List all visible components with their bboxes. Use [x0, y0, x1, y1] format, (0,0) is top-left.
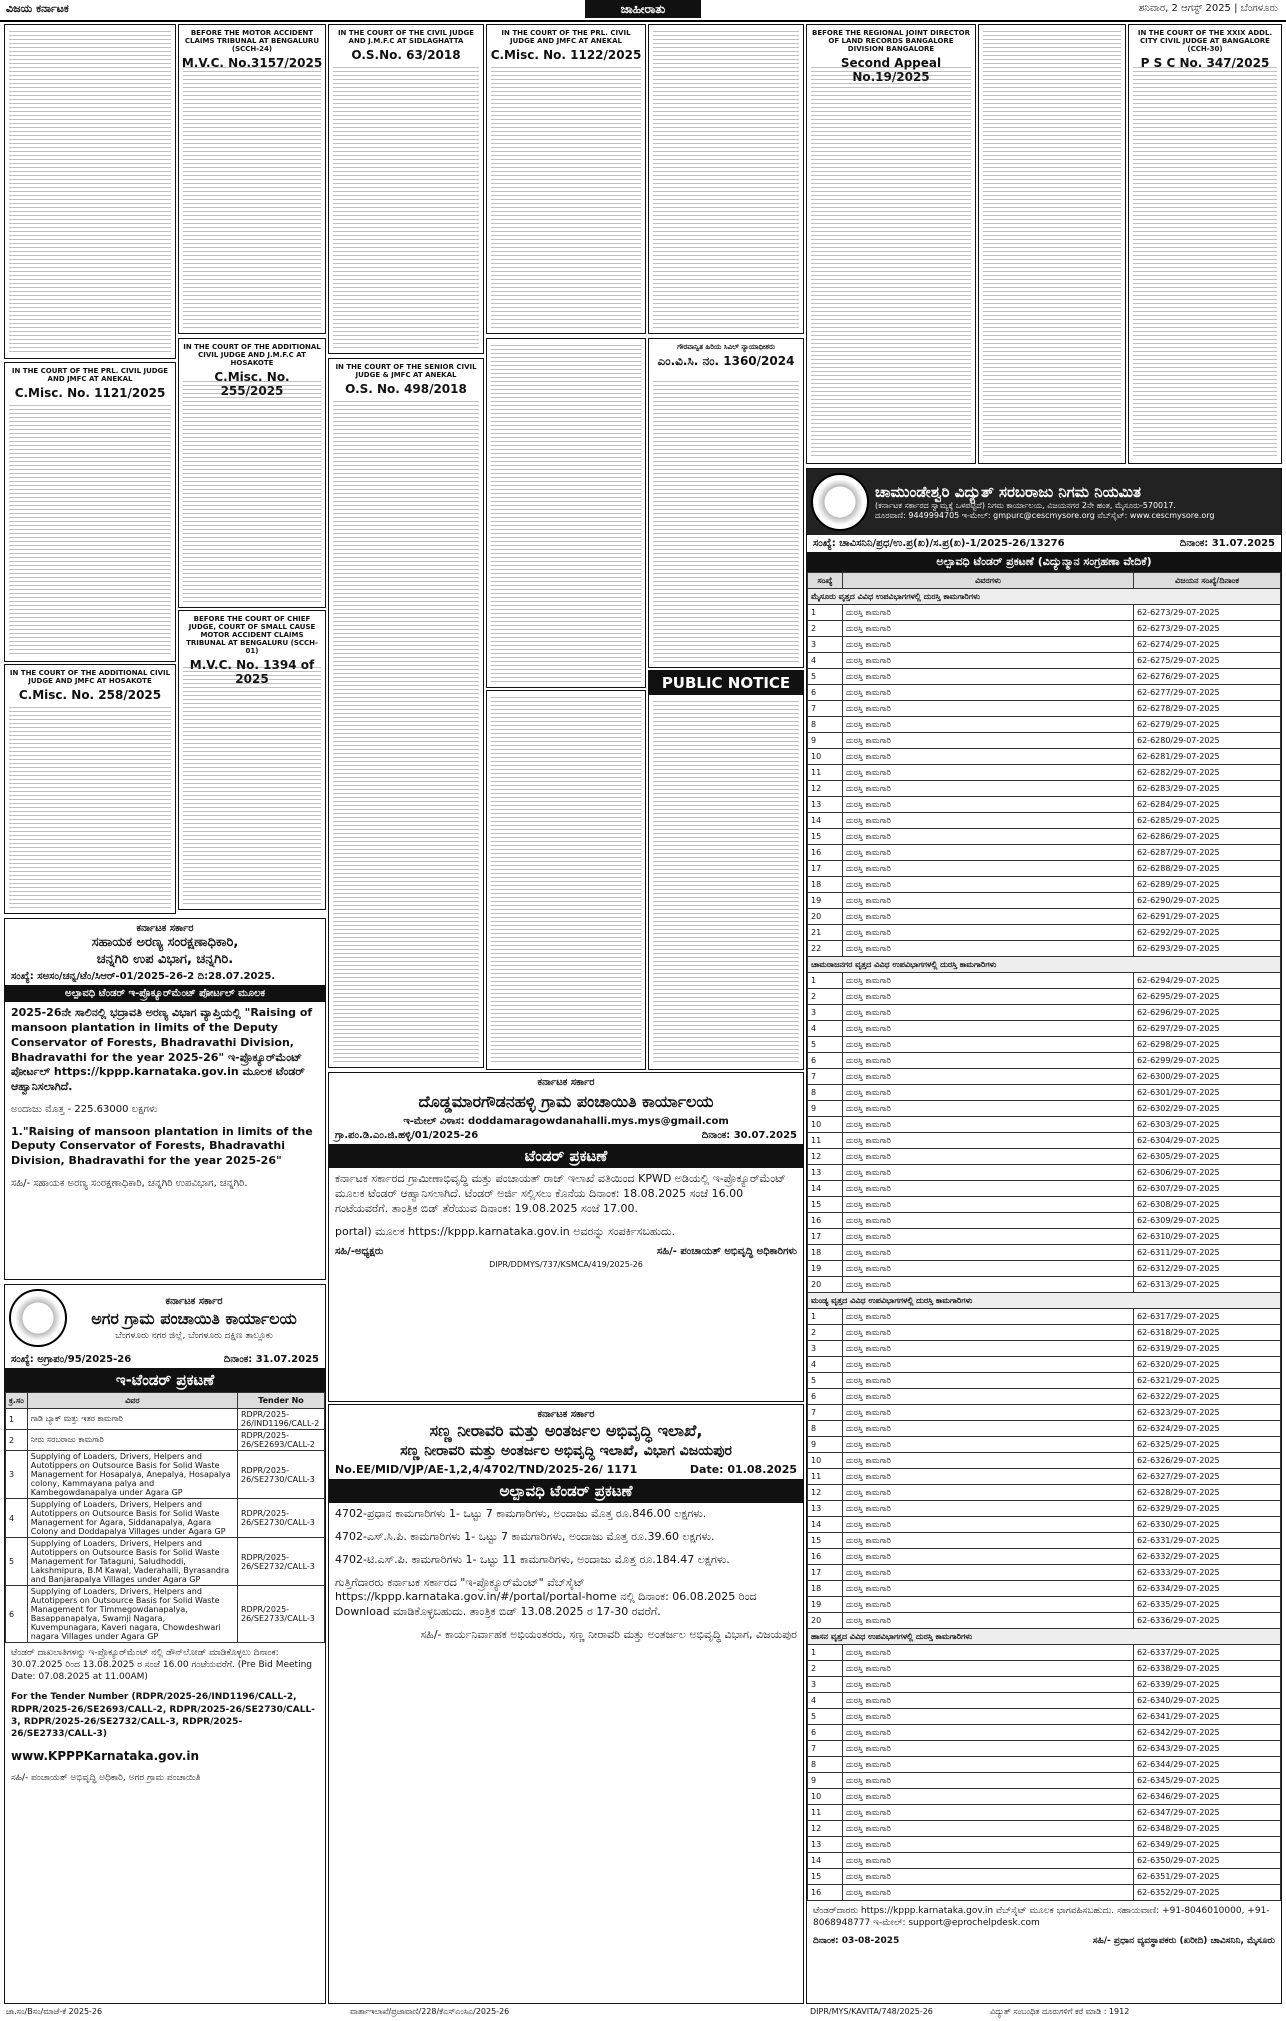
table-row: 10 ದುರಸ್ತಿ ಕಾಮಗಾರಿ 62-6303/29-07-2025: [808, 1117, 1281, 1133]
table-row: 2 ನೀರು ಸರಬರಾಜು ಕಾಮಗಾರಿ RDPR/2025-26/SE2693/CALL-2: [6, 1430, 325, 1451]
section-row: ಚಾಮರಾಜನಗರ ವೃತ್ತದ ವಿವಿಧ ಉಪವಿಭಾಗಗಳಲ್ಲಿ ದುರಸ್ತಿ ಕಾಮಗಾರಿಗಳು: [808, 957, 1281, 973]
date-city: ಶನಿವಾರ, 2 ಆಗಸ್ಟ್ 2025 | ಬೆಂಗಳೂರು: [1138, 3, 1278, 14]
table-row: 11 ದುರಸ್ತಿ ಕಾಮಗಾರಿ 62-6282/29-07-2025: [808, 765, 1281, 781]
masthead: [0, 0, 1286, 22]
table-row: 12 ದುರಸ್ತಿ ಕಾಮಗಾರಿ 62-6283/29-07-2025: [808, 781, 1281, 797]
notice-os-498-2018: IN THE COURT OF THE SENIOR CIVIL JUDGE & JMFC AT ANEKAL O.S. No. 498/2018: [328, 358, 484, 1068]
table-row: 12 ದುರಸ್ತಿ ಕಾಮಗಾರಿ 62-6328/29-07-2025: [808, 1485, 1281, 1501]
table-row: 1 ದುರಸ್ತಿ ಕಾಮಗಾರಿ 62-6294/29-07-2025: [808, 973, 1281, 989]
table-row: 17 ದುರಸ್ತಿ ಕಾಮಗಾರಿ 62-6288/29-07-2025: [808, 861, 1281, 877]
notice-kannada-lower: [486, 690, 646, 1070]
table-row: 3 ದುರಸ್ತಿ ಕಾಮಗಾರಿ 62-6339/29-07-2025: [808, 1677, 1281, 1693]
table-row: 1 ಗಾಡಿ ಬ್ಯಾಕ್ ಮತ್ತು ಇತರ ಕಾಮಗಾರಿ RDPR/2025-26/IND1196/CALL-2: [6, 1409, 325, 1430]
table-row: 3 ದುರಸ್ತಿ ಕಾಮಗಾರಿ 62-6274/29-07-2025: [808, 637, 1281, 653]
minor-irrigation-tender: ಕರ್ನಾಟಕ ಸರ್ಕಾರ ಸಣ್ಣ ನೀರಾವರಿ ಮತ್ತು ಅಂತರ್ಜಲ ಅಭಿವೃದ್ಧಿ ಇಲಾಖೆ, ಸಣ್ಣ ನೀರಾವರಿ ಮತ್ತು ಅಂತರ್ಜಲ ಅಭಿವೃದ್ಧಿ ಇಲಾಖೆ, ವಿಭಾಗ ವಿಜಯಪುರ No.EE/MID/VJP/AE-1,2,4/4702/TND/2025-26/ 1171 Date: 01.08.2025 ಅಲ್ಪಾವಧಿ ಟೆಂಡರ್ ಪ್ರಕಟಣೆ 4702-ಪ್ರಧಾನ ಕಾಮಗಾರಿಗಳು 1- ಒಟ್ಟು 7 ಕಾಮಗಾರಿಗಳು, ಅಂದಾಜು ಮೊತ್ತ ರೂ.846.00 ಲಕ್ಷಗಳು. 4702-ಎಸ್.ಸಿ.ಪಿ. ಕಾಮಗಾರಿಗಳು 1- ಒಟ್ಟು 7 ಕಾಮಗಾರಿಗಳು, ಅಂದಾಜು ಮೊತ್ತ ರೂ.39.60 ಲಕ್ಷಗಳು. 4702-ಟಿ.ಎಸ್.ಪಿ. ಕಾಮಗಾರಿಗಳು 1- ಒಟ್ಟು 11 ಕಾಮಗಾರಿಗಳು, ಅಂದಾಜು ಮೊತ್ತ ರೂ.184.47 ಲಕ್ಷಗಳು. ಗುತ್ತಿಗೆದಾರರು ಕರ್ನಾಟಕ ಸರ್ಕಾರದ "ಇ-ಪ್ರೊಕ್ಯೂರ್‌ಮೆಂಟ್" ವೆಬ್‌ಸೈಟ್ https://kppp.karnataka.gov.in/#/portal/portal-home ನಲ್ಲಿ ದಿನಾಂಕ: 06.08.2025 ರಿಂದ Download ಮಾಡಿಕೊಳ್ಳಬಹುದು. ತಾಂತ್ರಿಕ ಬಿಡ್ 13.08.2025 ರ 17-30 ರವರೆಗೆ. ಸಹಿ/- ಕಾರ್ಯನಿರ್ವಾಹಕ ಅಭಿಯಂತರರು, ಸಣ್ಣ ನೀರಾವರಿ ಮತ್ತು ಅಂತರ್ಜಲ ಅಭಿವೃದ್ಧಿ ವಿಭಾಗ, ವಿಜಯಪುರ: [328, 1404, 804, 2004]
table-row: 10 ದುರಸ್ತಿ ಕಾಮಗಾರಿ 62-6346/29-07-2025: [808, 1789, 1281, 1805]
table-row: 4 ದುರಸ್ತಿ ಕಾಮಗಾರಿ 62-6340/29-07-2025: [808, 1693, 1281, 1709]
table-row: 2 ದುರಸ್ತಿ ಕಾಮಗಾರಿ 62-6338/29-07-2025: [808, 1661, 1281, 1677]
table-row: 17 ದುರಸ್ತಿ ಕಾಮಗಾರಿ 62-6333/29-07-2025: [808, 1565, 1281, 1581]
table-row: 6 ದುರಸ್ತಿ ಕಾಮಗಾರಿ 62-6342/29-07-2025: [808, 1725, 1281, 1741]
notice-kannada-mid: [486, 338, 646, 688]
table-row: 1 ದುರಸ್ತಿ ಕಾಮಗಾರಿ 62-6337/29-07-2025: [808, 1645, 1281, 1661]
table-row: 6 ದುರಸ್ತಿ ಕಾಮಗಾರಿ 62-6299/29-07-2025: [808, 1053, 1281, 1069]
table-row: 7 ದುರಸ್ತಿ ಕಾಮಗಾರಿ 62-6278/29-07-2025: [808, 701, 1281, 717]
table-row: 13 ದುರಸ್ತಿ ಕಾಮಗಾರಿ 62-6284/29-07-2025: [808, 797, 1281, 813]
table-row: 15 ದುರಸ್ತಿ ಕಾಮಗಾರಿ 62-6331/29-07-2025: [808, 1533, 1281, 1549]
table-row: 18 ದುರಸ್ತಿ ಕಾಮಗಾರಿ 62-6334/29-07-2025: [808, 1581, 1281, 1597]
table-row: 18 ದುರಸ್ತಿ ಕಾಮಗಾರಿ 62-6289/29-07-2025: [808, 877, 1281, 893]
table-row: 14 ದುರಸ್ತಿ ಕಾಮಗಾರಿ 62-6350/29-07-2025: [808, 1853, 1281, 1869]
section-title: ಜಾಹೀರಾತು: [585, 0, 701, 18]
table-row: 13 ದುರಸ್ತಿ ಕಾಮಗಾರಿ 62-6349/29-07-2025: [808, 1837, 1281, 1853]
table-row: 9 ದುರಸ್ತಿ ಕಾಮಗಾರಿ 62-6325/29-07-2025: [808, 1437, 1281, 1453]
table-row: 17 ದುರಸ್ತಿ ಕಾಮಗಾರಿ 62-6310/29-07-2025: [808, 1229, 1281, 1245]
notice-cmisc-258: IN THE COURT OF THE ADDITIONAL CIVIL JUDGE AND JMFC AT HOSAKOTE C.Misc. No. 258/2025: [4, 664, 176, 914]
forest-tender: ಕರ್ನಾಟಕ ಸರ್ಕಾರ ಸಹಾಯಕ ಅರಣ್ಯ ಸಂರಕ್ಷಣಾಧಿಕಾರಿ, ಚನ್ನಗಿರಿ ಉಪ ವಿಭಾಗ, ಚನ್ನಗಿರಿ. ಸಂಖ್ಯೆ: ಸಅಸಂ/ಚನ್ನ/ಟೆಂ/ಸಿಆರ್-01/2025-26-2 ದಿ:28.07.2025. ಅಲ್ಪಾವಧಿ ಟೆಂಡರ್ ಇ-ಪ್ರೊಕ್ಯೂರ್‌ಮೆಂಟ್ ಪೋರ್ಟಲ್ ಮೂಲಕ 2025-26ನೇ ಸಾಲಿನಲ್ಲಿ ಭದ್ರಾವತಿ ಅರಣ್ಯ ವಿಭಾಗ ವ್ಯಾಪ್ತಿಯಲ್ಲಿ "Raising of mansoon plantation in limits of the Deputy Conservator of Forests, Bhadravathi Division, Bhadravathi for the year 2025-26" ಇ-ಪ್ರೊಕ್ಯೂರ್‌ಮೆಂಟ್ ಪೋರ್ಟಲ್ https://kppp.karnataka.gov.in ಮೂಲಕ ಟೆಂಡರ್ ಆಹ್ವಾನಿಸಲಾಗಿದೆ. ಅಂದಾಜು ಮೊತ್ತ - 225.63000 ಲಕ್ಷಗಳು 1."Raising of mansoon plantation in limits of the Deputy Conservator of Forests, Bhadravathi Division, Bhadravathi for the year 2025-26" ಸಹಿ/- ಸಹಾಯಕ ಅರಣ್ಯ ಸಂರಕ್ಷಣಾಧಿಕಾರಿ, ಚನ್ನಗಿರಿ ಉಪವಿಭಾಗ, ಚನ್ನಗಿರಿ.: [4, 918, 326, 1280]
dodda-gp-tender: ಕರ್ನಾಟಕ ಸರ್ಕಾರ ದೊಡ್ಡಮಾರಗೌಡನಹಳ್ಳಿ ಗ್ರಾಮ ಪಂಚಾಯಿತಿ ಕಾರ್ಯಾಲಯ ಇ-ಮೇಲ್ ವಿಳಾಸ: doddamaragowdanahalli.mys.mys@gmail.com ಗ್ರಾ.ಪಂ.ಡಿ.ಎಂ.ಜಿ.ಹಳ್ಳಿ/01/2025-26 ದಿನಾಂಕ: 30.07.2025 ಟೆಂಡರ್ ಪ್ರಕಟಣೆ ಕರ್ನಾಟಕ ಸರ್ಕಾರದ ಗ್ರಾಮೀಣಾಭಿವೃದ್ಧಿ ಮತ್ತು ಪಂಚಾಯತ್ ರಾಜ್ ಇಲಾಖೆ ವತಿಯಿಂದ KPWD ಅಡಿಯಲ್ಲಿ ಇ-ಪ್ರೊಕ್ಯೂರ್‌ಮೆಂಟ್ ಮೂಲಕ ಟೆಂಡರ್ ಆಹ್ವಾನಿಸಲಾಗಿದೆ. ಟೆಂಡರ್ ಅರ್ಜಿ ಸಲ್ಲಿಸಲು ಕೊನೆಯ ದಿನಾಂಕ: 18.08.2025 ಸಂಜೆ 16.00 ಗಂಟೆಯವರೆಗೆ. ತಾಂತ್ರಿಕ ಬಿಡ್ ತೆರೆಯುವ ದಿನಾಂಕ: 19.08.2025 ಸಂಜೆ 17.00. portal) ಮೂಲಕ https://kppp.karnataka.gov.in ಅವರನ್ನು ಸಂಪರ್ಕಿಸಬಹುದು. ಸಹಿ/-ಅಧ್ಯಕ್ಷರು ಸಹಿ/- ಪಂಚಾಯತ್ ಅಭಿವೃದ್ಧಿ ಅಧಿಕಾರಿಗಳು DIPR/DDMYS/737/KSMCA/419/2025-26: [328, 1072, 804, 1402]
cesc-tender-table: ಸಂಖ್ಯೆ ವಿವರಗಳು ವಿಜಯನ ಸಂಖ್ಯೆ/ದಿನಾಂಕ ಮೈಸೂರು ವೃತ್ತದ ವಿವಿಧ ಉಪವಿಭಾಗಗಳಲ್ಲಿ ದುರಸ್ತಿ ಕಾಮಗಾರಿಗಳು 1 ದುರಸ್ತಿ ಕಾಮಗಾರಿ 62-6273/29-07-2025 2 ದುರಸ್ತಿ ಕಾಮಗಾರಿ 62-6273/29-07-2025 3 ದುರಸ್ತಿ ಕಾಮಗಾರಿ 62-6274/29-07-2025 4 ದುರಸ್ತಿ ಕಾಮಗಾರಿ 62-6275/29-07-2025 5 ದುರಸ್ತಿ ಕಾಮಗಾರಿ 62-6276/29-07-2025 6 ದುರಸ್ತಿ ಕಾಮಗಾರಿ 62-6277/29-07-2025 7 ದುರಸ್ತಿ ಕಾಮಗಾರಿ 62-6278/29-07-2025 8 ದುರಸ್ತಿ ಕಾಮಗಾರಿ 62-6279/29-07-2025 9 ದುರಸ್ತಿ ಕಾಮಗಾರಿ 62-6280/29-07-2025 10 ದುರಸ್ತಿ ಕಾಮಗಾರಿ 62-6281/29-07-2025 11 ದುರಸ್ತಿ ಕಾಮಗಾರಿ 62-6282/29-07-2025 12 ದುರಸ್ತಿ ಕಾಮಗಾರಿ 62-6283/29-07-2025 13 ದುರಸ್ತಿ ಕಾಮಗಾರಿ 62-6284/29-07-2025 14 ದುರಸ್ತಿ ಕಾಮಗಾರಿ 62-6285/29-07-2025 15 ದುರಸ್ತಿ ಕಾಮಗಾರಿ 62-6286/29-07-2025 16 ದುರಸ್ತಿ ಕಾಮಗಾರಿ 62-6287/29-07-2025 17 ದುರಸ್ತಿ ಕಾಮಗಾರಿ 62-6288/29-07-2025 18 ದುರಸ್ತಿ ಕಾಮಗಾರಿ 62-6289/29-07-2025 19 ದುರಸ್ತಿ ಕಾಮಗಾರಿ 62-6290/29-07-2025 20 ದುರಸ್ತಿ ಕಾಮಗಾರಿ 62-6291/29-07-2025 21 ದುರಸ್ತಿ ಕಾಮಗಾರಿ 62-6292/29-07-2025 22 ದುರಸ್ತಿ ಕಾಮಗಾರಿ 62-6293/29-07-2025 ಚಾಮರಾಜನಗರ ವೃತ್ತದ ವಿವಿಧ ಉಪವಿಭಾಗಗಳಲ್ಲಿ ದುರಸ್ತಿ ಕಾಮಗಾರಿಗಳು 1 ದುರಸ್ತಿ ಕಾಮಗಾರಿ 62-6294/29-07-2025 2 ದುರಸ್ತಿ ಕಾಮಗಾರಿ 62-6295/29-07-2025 3 ದುರಸ್ತಿ ಕಾಮಗಾರಿ 62-6296/29-07-2025 4 ದುರಸ್ತಿ ಕಾಮಗಾರಿ 62-6297/29-07-2025 5 ದುರಸ್ತಿ ಕಾಮಗಾರಿ 62-6298/29-07-2025 6 ದುರಸ್ತಿ ಕಾಮಗಾರಿ 62-6299/29-07-2025 7 ದುರಸ್ತಿ ಕಾಮಗಾರಿ 62-6300/29-07-2025 8 ದುರಸ್ತಿ ಕಾಮಗಾರಿ 62-6301/29-07-2025 9 ದುರಸ್ತಿ ಕಾಮಗಾರಿ 62-6302/29-07-2025 10 ದುರಸ್ತಿ ಕಾಮಗಾರಿ 62-6303/29-07-2025 11 ದುರಸ್ತಿ ಕಾಮಗಾರಿ 62-6304/29-07-2025 12 ದುರಸ್ತಿ ಕಾಮಗಾರಿ 62-6305/29-07-2025 13 ದುರಸ್ತಿ ಕಾಮಗಾರಿ 62-6306/29-07-2025 14 ದುರಸ್ತಿ ಕಾಮಗಾರಿ 62-6307/29-07-2025 15 ದುರಸ್ತಿ ಕಾಮಗಾರಿ 62-6308/29-07-2025 16 ದುರಸ್ತಿ ಕಾಮಗಾರಿ 62-6309/29-07-2025 17 ದುರಸ್ತಿ ಕಾಮಗಾರಿ 62-6310/29-07-2025 18 ದುರಸ್ತಿ ಕಾಮಗಾರಿ 62-6311/29-07-2025 19 ದುರಸ್ತಿ ಕಾಮಗಾರಿ 62-6312/29-07-2025 20 ದುರಸ್ತಿ ಕಾಮಗಾರಿ 62-6313/29-07-2025 ಮಂಡ್ಯ ವೃತ್ತದ ವಿವಿಧ ಉಪವಿಭಾಗಗಳಲ್ಲಿ ದುರಸ್ತಿ ಕಾಮಗಾರಿಗಳು 1 ದುರಸ್ತಿ ಕಾಮಗಾರಿ 62-6317/29-07-2025 2 ದುರಸ್ತಿ ಕಾಮಗಾರಿ 62-6318/29-07-2025 3 ದುರಸ್ತಿ ಕಾಮಗಾರಿ 62-6319/29-07-2025 4 ದುರಸ್ತಿ ಕಾಮಗಾರಿ 62-6320/29-07-2025 5 ದುರಸ್ತಿ ಕಾಮಗಾರಿ 62-6321/29-07-2025 6 ದುರಸ್ತಿ ಕಾಮಗಾರಿ 62-6322/29-07-2025 7 ದುರಸ್ತಿ ಕಾಮಗಾರಿ 62-6323/29-07-2025 8 ದುರಸ್ತಿ ಕಾಮಗಾರಿ 62-6324/29-07-2025 9 ದುರಸ್ತಿ ಕಾಮಗಾರಿ 62-6325/29-07-2025 10 ದುರಸ್ತಿ ಕಾಮಗಾರಿ 62-6326/29-07-2025 11 ದುರಸ್ತಿ ಕಾಮಗಾರಿ 62-6327/29-07-2025 12 ದುರಸ್ತಿ ಕಾಮಗಾರಿ 62-6328/29-07-2025 13 ದುರಸ್ತಿ ಕಾಮಗಾರಿ 62-6329/29-07-2025 14 ದುರಸ್ತಿ ಕಾಮಗಾರಿ 62-6330/29-07-2025 15 ದುರಸ್ತಿ ಕಾಮಗಾರಿ 62-6331/29-07-2025 16 ದುರಸ್ತಿ ಕಾಮಗಾರಿ 62-6332/29-07-2025 17 ದುರಸ್ತಿ ಕಾಮಗಾರಿ 62-6333/29-07-2025 18 ದುರಸ್ತಿ ಕಾಮಗಾರಿ 62-6334/29-07-2025 19 ದುರಸ್ತಿ ಕಾಮಗಾರಿ 62-6335/29-07-2025 20 ದುರಸ್ತಿ ಕಾಮಗಾರಿ 62-6336/29-07-2025 ಹಾಸನ ವೃತ್ತದ ವಿವಿಧ ಉಪವಿಭಾಗಗಳಲ್ಲಿ ದುರಸ್ತಿ ಕಾಮಗಾರಿಗಳು 1 ದುರಸ್ತಿ ಕಾಮಗಾರಿ 62-6337/29-07-2025 2 ದುರಸ್ತಿ ಕಾಮಗಾರಿ 62-6338/29-07-2025 3 ದುರಸ್ತಿ ಕಾಮಗಾರಿ 62-6339/29-07-2025 4 ದುರಸ್ತಿ ಕಾಮಗಾರಿ 62-6340/29-07-2025 5 ದುರಸ್ತಿ ಕಾಮಗಾರಿ 62-6341/29-07-2025 6 ದುರಸ್ತಿ ಕಾಮಗಾರಿ 62-6342/29-07-2025 7 ದುರಸ್ತಿ ಕಾಮಗಾರಿ 62-6343/29-07-2025 8 ದುರಸ್ತಿ ಕಾಮಗಾರಿ 62-6344/29-07-2025 9 ದುರಸ್ತಿ ಕಾಮಗಾರಿ 62-6345/29-07-2025 10 ದುರಸ್ತಿ ಕಾಮಗಾರಿ 62-6346/29-07-2025 11 ದುರಸ್ತಿ ಕಾಮಗಾರಿ 62-6347/29-07-2025 12 ದುರಸ್ತಿ ಕಾಮಗಾರಿ 62-6348/29-07-2025 13 ದುರಸ್ತಿ ಕಾಮಗಾರಿ 62-6349/29-07-2025 14 ದುರಸ್ತಿ ಕಾಮಗಾರಿ 62-6350/29-07-2025 15 ದುರಸ್ತಿ ಕಾಮಗಾರಿ 62-6351/29-07-2025 16 ದುರಸ್ತಿ ಕಾಮಗಾರಿ 62-6352/29-07-2025: [807, 572, 1281, 1901]
agara-site-link[interactable]: www.KPPPKarnataka.gov.in: [11, 1748, 200, 1763]
notice-cmisc-255: IN THE COURT OF THE ADDITIONAL CIVIL JUDGE AND J.M.F.C AT HOSAKOTE C.Misc. No. 255/2025: [178, 338, 326, 608]
table-row: 12 ದುರಸ್ತಿ ಕಾಮಗಾರಿ 62-6348/29-07-2025: [808, 1821, 1281, 1837]
table-row: 20 ದುರಸ್ತಿ ಕಾಮಗಾರಿ 62-6313/29-07-2025: [808, 1277, 1281, 1293]
notice-mvc-1394: BEFORE THE COURT OF CHIEF JUDGE, COURT OF SMALL CAUSE MOTOR ACCIDENT CLAIMS TRIBUNAL AT BENGALURU (SCCH-01) M.V.C. No. 1394 of 2025: [178, 610, 326, 910]
notice-mvc-3157: BEFORE THE MOTOR ACCIDENT CLAIMS TRIBUNAL AT BENGALURU (SCCH-24) M.V.C. No.3157/2025: [178, 24, 326, 334]
table-row: 1 ದುರಸ್ತಿ ಕಾಮಗಾರಿ 62-6273/29-07-2025: [808, 605, 1281, 621]
table-row: 7 ದುರಸ್ತಿ ಕಾಮಗಾರಿ 62-6300/29-07-2025: [808, 1069, 1281, 1085]
table-row: 10 ದುರಸ್ತಿ ಕಾಮಗಾರಿ 62-6326/29-07-2025: [808, 1453, 1281, 1469]
table-row: 8 ದುರಸ್ತಿ ಕಾಮಗಾರಿ 62-6301/29-07-2025: [808, 1085, 1281, 1101]
agara-gp-tender: ಕರ್ನಾಟಕ ಸರ್ಕಾರ ಅಗರ ಗ್ರಾಮ ಪಂಚಾಯಿತಿ ಕಾರ್ಯಾಲಯ ಬೆಂಗಳೂರು ನಗರ ಜಿಲ್ಲೆ, ಬೆಂಗಳೂರು ದಕ್ಷಿಣ ತಾಲ್ಲೂಕು ಸಂಖ್ಯೆ: ಅಗ್ರಾಪಂ/95/2025-26 ದಿನಾಂಕ: 31.07.2025 ಇ-ಟೆಂಡರ್ ಪ್ರಕಟಣೆ ಕ್ರ.ಸಂ ವಿವರ Tender No 1 ಗಾಡಿ ಬ್ಯಾಕ್ ಮತ್ತು ಇತರ ಕಾಮಗಾರಿ RDPR/2025-26/IND1196/CALL-2 2 ನೀರು ಸರಬರಾಜು ಕಾಮಗಾರಿ RDPR/2025-26/SE2693/CALL-2 3 Supplying of Loaders, Drivers, Helpers and Autotippers on Outsource Basis for Solid Waste Management for Hosapalya, Anepalya, Hosapalya colony, Kammayana palya and Kambegowdanapalya under Agara GP RDPR/2025-26/SE2730/CALL-3 4 Supplying of Loaders, Drivers, Helpers and Autotippers on Outsource Basis for Solid Waste Management for Agara, Siddanapalya, Agara Colony and Doddapalya Villages under Agara GP RDPR/2025-26/SE2730/CALL-3 5 Supplying of Loaders, Drivers, Helpers and Autotippers on Outsource Basis for Solid Waste Management for Tataguni, Saludhoddi, Lakshmipura, B.M Kawal, Vaderahalli, Byrasandra and Banjarapalya Villages under Agara GP RDPR/2025-26/SE2732/CALL-3 6 Supplying of Loaders, Drivers, Helpers and Autotippers on Outsource Basis for Solid Waste Management for Timmegowdanapalya, Basappanapalya, Swamji Nagara, Kuvempunagara, Kaveri nagara, Chowdeshwari nagara Villages under Agara GP RDPR/2025-26/SE2733/CALL-3 ಟೆಂಡರ್ ದಾಖಲಾತಿಗಳನ್ನು ಇ-ಪ್ರೊಕ್ಯೂರ್‌ಮೆಂಟ್ ನಲ್ಲಿ ಡೌನ್‌ಲೋಡ್ ಮಾಡಿಕೊಳ್ಳಲು ದಿನಾಂಕ: 30.07.2025 ರಿಂದ 13.08.2025 ರ ಸಂಜೆ 16.00 ಗಂಟೆಯವರೆಗೆ. (Pre Bid Meeting Date: 07.08.2025 at 11.00AM) For the Tender Number (RDPR/2025-26/IND1196/CALL-2, RDPR/2025-26/SE2693/CALL-2, RDPR/2025-26/SE2730/CALL-3, RDPR/2025-26/SE2732/CALL-3, RDPR/2025-26/SE2733/CALL-3) www.KPPPKarnataka.gov.in ಸಹಿ/- ಪಂಚಾಯತ್ ಅಭಿವೃದ್ಧಿ ಅಧಿಕಾರಿ, ಅಗರ ಗ್ರಾಮ ಪಂಚಾಯಿತಿ: [4, 1284, 326, 2004]
table-row: 5 ದುರಸ್ತಿ ಕಾಮಗಾರಿ 62-6298/29-07-2025: [808, 1037, 1281, 1053]
table-row: 5 Supplying of Loaders, Drivers, Helpers and Autotippers on Outsource Basis for Solid Waste Management for Tataguni, Saludhoddi, Lakshmipura, B.M Kawal, Vaderahalli, Byrasandra and Banjarapalya Villages under Agara GP RDPR/2025-26/SE2732/CALL-3: [6, 1538, 325, 1586]
emblem-icon: [9, 1289, 67, 1347]
table-row: 11 ದುರಸ್ತಿ ಕಾಮಗಾರಿ 62-6304/29-07-2025: [808, 1133, 1281, 1149]
notice-second-appeal-19: BEFORE THE REGIONAL JOINT DIRECTOR OF LAND RECORDS BANGALORE DIVISION BANGALORE Second Appeal No.19/2025: [806, 24, 976, 464]
cesc-tender: ಚಾಮುಂಡೇಶ್ವರಿ ವಿದ್ಯುತ್ ಸರಬರಾಜು ನಿಗಮ ನಿಯಮಿತ (ಕರ್ನಾಟಕ ಸರ್ಕಾರದ ಸ್ವಾಮ್ಯಕ್ಕೆ ಒಳಪಟ್ಟಿದೆ) ನಿಗಮ ಕಾರ್ಯಾಲಯ, ವಿಜಯನಗರ 2ನೇ ಹಂತ, ಮೈಸೂರು-570017. ದೂರವಾಣಿ: 9449994705 ಇ-ಮೇಲ್: gmpurc@cescmysore.org ವೆಬ್‌ಸೈಟ್: www.cescmysore.org ಸಂಖ್ಯೆ: ಚಾವಿಸನಿನಿ/ಪ್ರಧ/ಉ.ಪ್ರ(ಖ)/ಸ.ಪ್ರ(ಖ)-1/2025-26/13276 ದಿನಾಂಕ: 31.07.2025 ಅಲ್ಪಾವಧಿ ಟೆಂಡರ್ ಪ್ರಕಟಣೆ (ವಿದ್ಯುನ್ಮಾನ ಸಂಗ್ರಹಣಾ ವೇದಿಕೆ) ಸಂಖ್ಯೆ ವಿವರಗಳು ವಿಜಯನ ಸಂಖ್ಯೆ/ದಿನಾಂಕ ಮೈಸೂರು ವೃತ್ತದ ವಿವಿಧ ಉಪವಿಭಾಗಗಳಲ್ಲಿ ದುರಸ್ತಿ ಕಾಮಗಾರಿಗಳು 1 ದುರಸ್ತಿ ಕಾಮಗಾರಿ 62-6273/29-07-2025 2 ದುರಸ್ತಿ ಕಾಮಗಾರಿ 62-6273/29-07-2025 3 ದುರಸ್ತಿ ಕಾಮಗಾರಿ 62-6274/29-07-2025 4 ದುರಸ್ತಿ ಕಾಮಗಾರಿ 62-6275/29-07-2025 5 ದುರಸ್ತಿ ಕಾಮಗಾರಿ 62-6276/29-07-2025 6 ದುರಸ್ತಿ ಕಾಮಗಾರಿ 62-6277/29-07-2025 7 ದುರಸ್ತಿ ಕಾಮಗಾರಿ 62-6278/29-07-2025 8 ದುರಸ್ತಿ ಕಾಮಗಾರಿ 62-6279/29-07-2025 9 ದುರಸ್ತಿ ಕಾಮಗಾರಿ 62-6280/29-07-2025 10 ದುರಸ್ತಿ ಕಾಮಗಾರಿ 62-6281/29-07-2025 11 ದುರಸ್ತಿ ಕಾಮಗಾರಿ 62-6282/29-07-2025 12 ದುರಸ್ತಿ ಕಾಮಗಾರಿ 62-6283/29-07-2025 13 ದುರಸ್ತಿ ಕಾಮಗಾರಿ 62-6284/29-07-2025 14 ದುರಸ್ತಿ ಕಾಮಗಾರಿ 62-6285/29-07-2025 15 ದುರಸ್ತಿ ಕಾಮಗಾರಿ 62-6286/29-07-2025 16 ದುರಸ್ತಿ ಕಾಮಗಾರಿ 62-6287/29-07-2025 17 ದುರಸ್ತಿ ಕಾಮಗಾರಿ 62-6288/29-07-2025 18 ದುರಸ್ತಿ ಕಾಮಗಾರಿ 62-6289/29-07-2025 19 ದುರಸ್ತಿ ಕಾಮಗಾರಿ 62-6290/29-07-2025 20 ದುರಸ್ತಿ ಕಾಮಗಾರಿ 62-6291/29-07-2025 21 ದುರಸ್ತಿ ಕಾಮಗಾರಿ 62-6292/29-07-2025 22 ದುರಸ್ತಿ ಕಾಮಗಾರಿ 62-6293/29-07-2025 ಚಾಮರಾಜನಗರ ವೃತ್ತದ ವಿವಿಧ ಉಪವಿಭಾಗಗಳಲ್ಲಿ ದುರಸ್ತಿ ಕಾಮಗಾರಿಗಳು 1 ದುರಸ್ತಿ ಕಾಮಗಾರಿ 62-6294/29-07-2025 2 ದುರಸ್ತಿ ಕಾಮಗಾರಿ 62-6295/29-07-2025 3 ದುರಸ್ತಿ ಕಾಮಗಾರಿ 62-6296/29-07-2025 4 ದುರಸ್ತಿ ಕಾಮಗಾರಿ 62-6297/29-07-2025 5 ದುರಸ್ತಿ ಕಾಮಗಾರಿ 62-6298/29-07-2025 6 ದುರಸ್ತಿ ಕಾಮಗಾರಿ 62-6299/29-07-2025 7 ದುರಸ್ತಿ ಕಾಮಗಾರಿ 62-6300/29-07-2025 8 ದುರಸ್ತಿ ಕಾಮಗಾರಿ 62-6301/29-07-2025 9 ದುರಸ್ತಿ ಕಾಮಗಾರಿ 62-6302/29-07-2025 10 ದುರಸ್ತಿ ಕಾಮಗಾರಿ 62-6303/29-07-2025 11 ದುರಸ್ತಿ ಕಾಮಗಾರಿ 62-6304/29-07-2025 12 ದುರಸ್ತಿ ಕಾಮಗಾರಿ 62-6305/29-07-2025 13 ದುರಸ್ತಿ ಕಾಮಗಾರಿ 62-6306/29-07-2025 14 ದುರಸ್ತಿ ಕಾಮಗಾರಿ 62-6307/29-07-2025 15 ದುರಸ್ತಿ ಕಾಮಗಾರಿ 62-6308/29-07-2025 16 ದುರಸ್ತಿ ಕಾಮಗಾರಿ 62-6309/29-07-2025 17 ದುರಸ್ತಿ ಕಾಮಗಾರಿ 62-6310/29-07-2025 18 ದುರಸ್ತಿ ಕಾಮಗಾರಿ 62-6311/29-07-2025 19 ದುರಸ್ತಿ ಕಾಮಗಾರಿ 62-6312/29-07-2025 20 ದುರಸ್ತಿ ಕಾಮಗಾರಿ 62-6313/29-07-2025 ಮಂಡ್ಯ ವೃತ್ತದ ವಿವಿಧ ಉಪವಿಭಾಗಗಳಲ್ಲಿ ದುರಸ್ತಿ ಕಾಮಗಾರಿಗಳು 1 ದುರಸ್ತಿ ಕಾಮಗಾರಿ 62-6317/29-07-2025 2 ದುರಸ್ತಿ ಕಾಮಗಾರಿ 62-6318/29-07-2025 3 ದುರಸ್ತಿ ಕಾಮಗಾರಿ 62-6319/29-07-2025 4 ದುರಸ್ತಿ ಕಾಮಗಾರಿ 62-6320/29-07-2025 5 ದುರಸ್ತಿ ಕಾಮಗಾರಿ 62-6321/29-07-2025 6 ದುರಸ್ತಿ ಕಾಮಗಾರಿ 62-6322/29-07-2025 7 ದುರಸ್ತಿ ಕಾಮಗಾರಿ 62-6323/29-07-2025 8 ದುರಸ್ತಿ ಕಾಮಗಾರಿ 62-6324/29-07-2025 9 ದುರಸ್ತಿ ಕಾಮಗಾರಿ 62-6325/29-07-2025 10 ದುರಸ್ತಿ ಕಾಮಗಾರಿ 62-6326/29-07-2025 11 ದುರಸ್ತಿ ಕಾಮಗಾರಿ 62-6327/29-07-2025 12 ದುರಸ್ತಿ ಕಾಮಗಾರಿ 62-6328/29-07-2025 13 ದುರಸ್ತಿ ಕಾಮಗಾರಿ 62-6329/29-07-2025 14 ದುರಸ್ತಿ ಕಾಮಗಾರಿ 62-6330/29-07-2025 15 ದುರಸ್ತಿ ಕಾಮಗಾರಿ 62-6331/29-07-2025 16 ದುರಸ್ತಿ ಕಾಮಗಾರಿ 62-6332/29-07-2025 17 ದುರಸ್ತಿ ಕಾಮಗಾರಿ 62-6333/29-07-2025 18 ದುರಸ್ತಿ ಕಾಮಗಾರಿ 62-6334/29-07-2025 19 ದುರಸ್ತಿ ಕಾಮಗಾರಿ 62-6335/29-07-2025 20 ದುರಸ್ತಿ ಕಾಮಗಾರಿ 62-6336/29-07-2025 ಹಾಸನ ವೃತ್ತದ ವಿವಿಧ ಉಪವಿಭಾಗಗಳಲ್ಲಿ ದುರಸ್ತಿ ಕಾಮಗಾರಿಗಳು 1 ದುರಸ್ತಿ ಕಾಮಗಾರಿ 62-6337/29-07-2025 2 ದುರಸ್ತಿ ಕಾಮಗಾರಿ 62-6338/29-07-2025 3 ದುರಸ್ತಿ ಕಾಮಗಾರಿ 62-6339/29-07-2025 4 ದುರಸ್ತಿ ಕಾಮಗಾರಿ 62-6340/29-07-2025 5 ದುರಸ್ತಿ ಕಾಮಗಾರಿ 62-6341/29-07-2025 6 ದುರಸ್ತಿ ಕಾಮಗಾರಿ 62-6342/29-07-2025 7 ದುರಸ್ತಿ ಕಾಮಗಾರಿ 62-6343/29-07-2025 8 ದುರಸ್ತಿ ಕಾಮಗಾರಿ 62-6344/29-07-2025 9 ದುರಸ್ತಿ ಕಾಮಗಾರಿ 62-6345/29-07-2025 10 ದುರಸ್ತಿ ಕಾಮಗಾರಿ 62-6346/29-07-2025 11 ದುರಸ್ತಿ ಕಾಮಗಾರಿ 62-6347/29-07-2025 12 ದುರಸ್ತಿ ಕಾಮಗಾರಿ 62-6348/29-07-2025 13 ದುರಸ್ತಿ ಕಾಮಗಾರಿ 62-6349/29-07-2025 14 ದುರಸ್ತಿ ಕಾಮಗಾರಿ 62-6350/29-07-2025 15 ದುರಸ್ತಿ ಕಾಮಗಾರಿ 62-6351/29-07-2025 16 ದುರಸ್ತಿ ಕಾಮಗಾರಿ 62-6352/29-07-2025 ಟೆಂಡರ್‌ದಾರರು https://kppp.karnataka.gov.in ವೆಬ್‌ಸೈಟ್ ಮೂಲಕ ಭಾಗವಹಿಸಬಹುದು. ಸಹಾಯವಾಣಿ: +91-8046010000, +91-8068948777 ಇ-ಮೇಲ್: support@eprochelpdesk.com ದಿನಾಂಕ: 03-08-2025 ಸಹಿ/- ಪ್ರಧಾನ ವ್ಯವಸ್ಥಾಪಕರು (ಖರೀದಿ) ಚಾವಿಸನಿನಿ, ಮೈಸೂರು: [806, 468, 1282, 2004]
table-row: 14 ದುರಸ್ತಿ ಕಾಮಗಾರಿ 62-6285/29-07-2025: [808, 813, 1281, 829]
agara-tender-table: ಕ್ರ.ಸಂ ವಿವರ Tender No 1 ಗಾಡಿ ಬ್ಯಾಕ್ ಮತ್ತು ಇತರ ಕಾಮಗಾರಿ RDPR/2025-26/IND1196/CALL-2 2 ನೀರು ಸರಬರಾಜು ಕಾಮಗಾರಿ RDPR/2025-26/SE2693/CALL-2 3 Supplying of Loaders, Drivers, Helpers and Autotippers on Outsource Basis for Solid Waste Management for Hosapalya, Anepalya, Hosapalya colony, Kammayana palya and Kambegowdanapalya under Agara GP RDPR/2025-26/SE2730/CALL-3 4 Supplying of Loaders, Drivers, Helpers and Autotippers on Outsource Basis for Solid Waste Management for Agara, Siddanapalya, Agara Colony and Doddapalya Villages under Agara GP RDPR/2025-26/SE2730/CALL-3 5 Supplying of Loaders, Drivers, Helpers and Autotippers on Outsource Basis for Solid Waste Management for Tataguni, Saludhoddi, Lakshmipura, B.M Kawal, Vaderahalli, Byrasandra and Banjarapalya Villages under Agara GP RDPR/2025-26/SE2732/CALL-3 6 Supplying of Loaders, Drivers, Helpers and Autotippers on Outsource Basis for Solid Waste Management for Timmegowdanapalya, Basappanapalya, Swamji Nagara, Kuvempunagara, Kaveri nagara, Chowdeshwari nagara Villages under Agara GP RDPR/2025-26/SE2733/CALL-3: [5, 1392, 325, 1643]
notice-os-63-2018: IN THE COURT OF THE CIVIL JUDGE AND J.M.F.C AT SIDLAGHATTA O.S.No. 63/2018: [328, 24, 484, 354]
table-row: 6 ದುರಸ್ತಿ ಕಾಮಗಾರಿ 62-6277/29-07-2025: [808, 685, 1281, 701]
notice-kannada-top-left: [4, 24, 176, 359]
table-row: 4 ದುರಸ್ತಿ ಕಾಮಗಾರಿ 62-6297/29-07-2025: [808, 1021, 1281, 1037]
table-row: 8 ದುರಸ್ತಿ ಕಾಮಗಾರಿ 62-6344/29-07-2025: [808, 1757, 1281, 1773]
notice-kannada-right: [978, 24, 1126, 464]
table-row: 2 ದುರಸ್ತಿ ಕಾಮಗಾರಿ 62-6295/29-07-2025: [808, 989, 1281, 1005]
table-row: 11 ದುರಸ್ತಿ ಕಾಮಗಾರಿ 62-6347/29-07-2025: [808, 1805, 1281, 1821]
table-row: 20 ದುರಸ್ತಿ ಕಾಮಗಾರಿ 62-6291/29-07-2025: [808, 909, 1281, 925]
table-row: 16 ದುರಸ್ತಿ ಕಾಮಗಾರಿ 62-6309/29-07-2025: [808, 1213, 1281, 1229]
table-row: 9 ದುರಸ್ತಿ ಕಾಮಗಾರಿ 62-6280/29-07-2025: [808, 733, 1281, 749]
paper-name: ವಿಜಯ ಕರ್ನಾಟಕ: [6, 2, 69, 15]
table-row: 11 ದುರಸ್ತಿ ಕಾಮಗಾರಿ 62-6327/29-07-2025: [808, 1469, 1281, 1485]
notice-kannada-center: [648, 24, 804, 334]
table-row: 4 ದುರಸ್ತಿ ಕಾಮಗಾರಿ 62-6320/29-07-2025: [808, 1357, 1281, 1373]
table-row: 19 ದುರಸ್ತಿ ಕಾಮಗಾರಿ 62-6290/29-07-2025: [808, 893, 1281, 909]
table-row: 9 ದುರಸ್ತಿ ಕಾಮಗಾರಿ 62-6302/29-07-2025: [808, 1101, 1281, 1117]
table-row: 3 ದುರಸ್ತಿ ಕಾಮಗಾರಿ 62-6296/29-07-2025: [808, 1005, 1281, 1021]
table-row: 19 ದುರಸ್ತಿ ಕಾಮಗಾರಿ 62-6312/29-07-2025: [808, 1261, 1281, 1277]
table-row: 18 ದುರಸ್ತಿ ಕಾಮಗಾರಿ 62-6311/29-07-2025: [808, 1245, 1281, 1261]
table-row: 9 ದುರಸ್ತಿ ಕಾಮಗಾರಿ 62-6345/29-07-2025: [808, 1773, 1281, 1789]
table-row: 16 ದುರಸ್ತಿ ಕಾಮಗಾರಿ 62-6332/29-07-2025: [808, 1549, 1281, 1565]
table-row: 20 ದುರಸ್ತಿ ಕಾಮಗಾರಿ 62-6336/29-07-2025: [808, 1613, 1281, 1629]
table-row: 14 ದುರಸ್ತಿ ಕಾಮಗಾರಿ 62-6330/29-07-2025: [808, 1517, 1281, 1533]
table-row: 5 ದುರಸ್ತಿ ಕಾಮಗಾರಿ 62-6321/29-07-2025: [808, 1373, 1281, 1389]
table-row: 13 ದುರಸ್ತಿ ಕಾಮಗಾರಿ 62-6329/29-07-2025: [808, 1501, 1281, 1517]
table-row: 15 ದುರಸ್ತಿ ಕಾಮಗಾರಿ 62-6286/29-07-2025: [808, 829, 1281, 845]
table-row: 16 ದುರಸ್ತಿ ಕಾಮಗಾರಿ 62-6287/29-07-2025: [808, 845, 1281, 861]
table-row: 1 ದುರಸ್ತಿ ಕಾಮಗಾರಿ 62-6317/29-07-2025: [808, 1309, 1281, 1325]
table-row: 8 ದುರಸ್ತಿ ಕಾಮಗಾರಿ 62-6324/29-07-2025: [808, 1421, 1281, 1437]
table-row: 5 ದುರಸ್ತಿ ಕಾಮಗಾರಿ 62-6276/29-07-2025: [808, 669, 1281, 685]
table-row: 5 ದುರಸ್ತಿ ಕಾಮಗಾರಿ 62-6341/29-07-2025: [808, 1709, 1281, 1725]
table-row: 19 ದುರಸ್ತಿ ಕಾಮಗಾರಿ 62-6335/29-07-2025: [808, 1597, 1281, 1613]
notice-cmisc-1121: IN THE COURT OF THE PRL. CIVIL JUDGE AND JMFC AT ANEKAL C.Misc. No. 1121/2025: [4, 362, 176, 662]
table-row: 15 ದುರಸ್ತಿ ಕಾಮಗಾರಿ 62-6308/29-07-2025: [808, 1197, 1281, 1213]
table-row: 21 ದುರಸ್ತಿ ಕಾಮಗಾರಿ 62-6292/29-07-2025: [808, 925, 1281, 941]
section-row: ಹಾಸನ ವೃತ್ತದ ವಿವಿಧ ಉಪವಿಭಾಗಗಳಲ್ಲಿ ದುರಸ್ತಿ ಕಾಮಗಾರಿಗಳು: [808, 1629, 1281, 1645]
table-row: 3 Supplying of Loaders, Drivers, Helpers and Autotippers on Outsource Basis for Solid Waste Management for Hosapalya, Anepalya, Hosapalya colony, Kammayana palya and Kambegowdanapalya under Agara GP RDPR/2025-26/SE2730/CALL-3: [6, 1451, 325, 1499]
table-row: 12 ದುರಸ್ತಿ ಕಾಮಗಾರಿ 62-6305/29-07-2025: [808, 1149, 1281, 1165]
table-row: 7 ದುರಸ್ತಿ ಕಾಮಗಾರಿ 62-6323/29-07-2025: [808, 1405, 1281, 1421]
notice-psc-347: IN THE COURT OF THE XXIX ADDL. CITY CIVIL JUDGE AT BANGALORE (CCH-30) P S C No. 347/2025: [1128, 24, 1282, 464]
table-row: 13 ದುರಸ್ತಿ ಕಾಮಗಾರಿ 62-6306/29-07-2025: [808, 1165, 1281, 1181]
table-row: 6 ದುರಸ್ತಿ ಕಾಮಗಾರಿ 62-6322/29-07-2025: [808, 1389, 1281, 1405]
notice-mvc-1360: ಗೌರವಾನ್ವಿತ ಹಿರಿಯ ಸಿವಿಲ್ ನ್ಯಾಯಾಧೀಶರು ಎಂ.ವಿ.ಸಿ. ನಂ. 1360/2024: [648, 338, 804, 668]
cesc-logo-icon: [811, 473, 869, 531]
page-footer: ಜಾ.ಸಂ/Bಸಂ/ಮಾಜೆ-ಕೆ 2025-26 ವಾರ್ತಾಇಲಾಖೆ/ಪ್ರಜಾವಾಣಿ/228/ಕೆಎಸ್‌ಎಂಸಿಎ/2025-26 DIPR/MYS/KAVITA/748/2025-26 ವಿದ್ಯುತ್ ಸಂಬಂಧಿತ ದೂರುಗಳಿಗೆ ಕರೆ ಮಾಡಿ : 1912: [6, 2007, 1130, 2016]
table-row: 15 ದುರಸ್ತಿ ಕಾಮಗಾರಿ 62-6351/29-07-2025: [808, 1869, 1281, 1885]
table-row: 14 ದುರಸ್ತಿ ಕಾಮಗಾರಿ 62-6307/29-07-2025: [808, 1181, 1281, 1197]
table-row: 3 ದುರಸ್ತಿ ಕಾಮಗಾರಿ 62-6319/29-07-2025: [808, 1341, 1281, 1357]
table-row: 10 ದುರಸ್ತಿ ಕಾಮಗಾರಿ 62-6281/29-07-2025: [808, 749, 1281, 765]
public-notice: PUBLIC NOTICE: [648, 670, 804, 1070]
table-row: 22 ದುರಸ್ತಿ ಕಾಮಗಾರಿ 62-6293/29-07-2025: [808, 941, 1281, 957]
table-row: 4 Supplying of Loaders, Drivers, Helpers and Autotippers on Outsource Basis for Solid Waste Management for Agara, Siddanapalya, Agara Colony and Doddapalya Villages under Agara GP RDPR/2025-26/SE2730/CALL-3: [6, 1499, 325, 1538]
notice-cmisc-1122: IN THE COURT OF THE PRL. CIVIL JUDGE AND JMFC AT ANEKAL C.Misc. No. 1122/2025: [486, 24, 646, 334]
table-row: 7 ದುರಸ್ತಿ ಕಾಮಗಾರಿ 62-6343/29-07-2025: [808, 1741, 1281, 1757]
table-row: 4 ದುರಸ್ತಿ ಕಾಮಗಾರಿ 62-6275/29-07-2025: [808, 653, 1281, 669]
table-row: 6 Supplying of Loaders, Drivers, Helpers and Autotippers on Outsource Basis for Solid Waste Management for Timmegowdanapalya, Basappanapalya, Swamji Nagara, Kuvempunagara, Kaveri nagara, Chowdeshwari nagara Villages under Agara GP RDPR/2025-26/SE2733/CALL-3: [6, 1586, 325, 1643]
table-row: 2 ದುರಸ್ತಿ ಕಾಮಗಾರಿ 62-6318/29-07-2025: [808, 1325, 1281, 1341]
table-row: 2 ದುರಸ್ತಿ ಕಾಮಗಾರಿ 62-6273/29-07-2025: [808, 621, 1281, 637]
table-row: 8 ದುರಸ್ತಿ ಕಾಮಗಾರಿ 62-6279/29-07-2025: [808, 717, 1281, 733]
section-row: ಮೈಸೂರು ವೃತ್ತದ ವಿವಿಧ ಉಪವಿಭಾಗಗಳಲ್ಲಿ ದುರಸ್ತಿ ಕಾಮಗಾರಿಗಳು: [808, 589, 1281, 605]
table-row: 16 ದುರಸ್ತಿ ಕಾಮಗಾರಿ 62-6352/29-07-2025: [808, 1885, 1281, 1901]
section-row: ಮಂಡ್ಯ ವೃತ್ತದ ವಿವಿಧ ಉಪವಿಭಾಗಗಳಲ್ಲಿ ದುರಸ್ತಿ ಕಾಮಗಾರಿಗಳು: [808, 1293, 1281, 1309]
